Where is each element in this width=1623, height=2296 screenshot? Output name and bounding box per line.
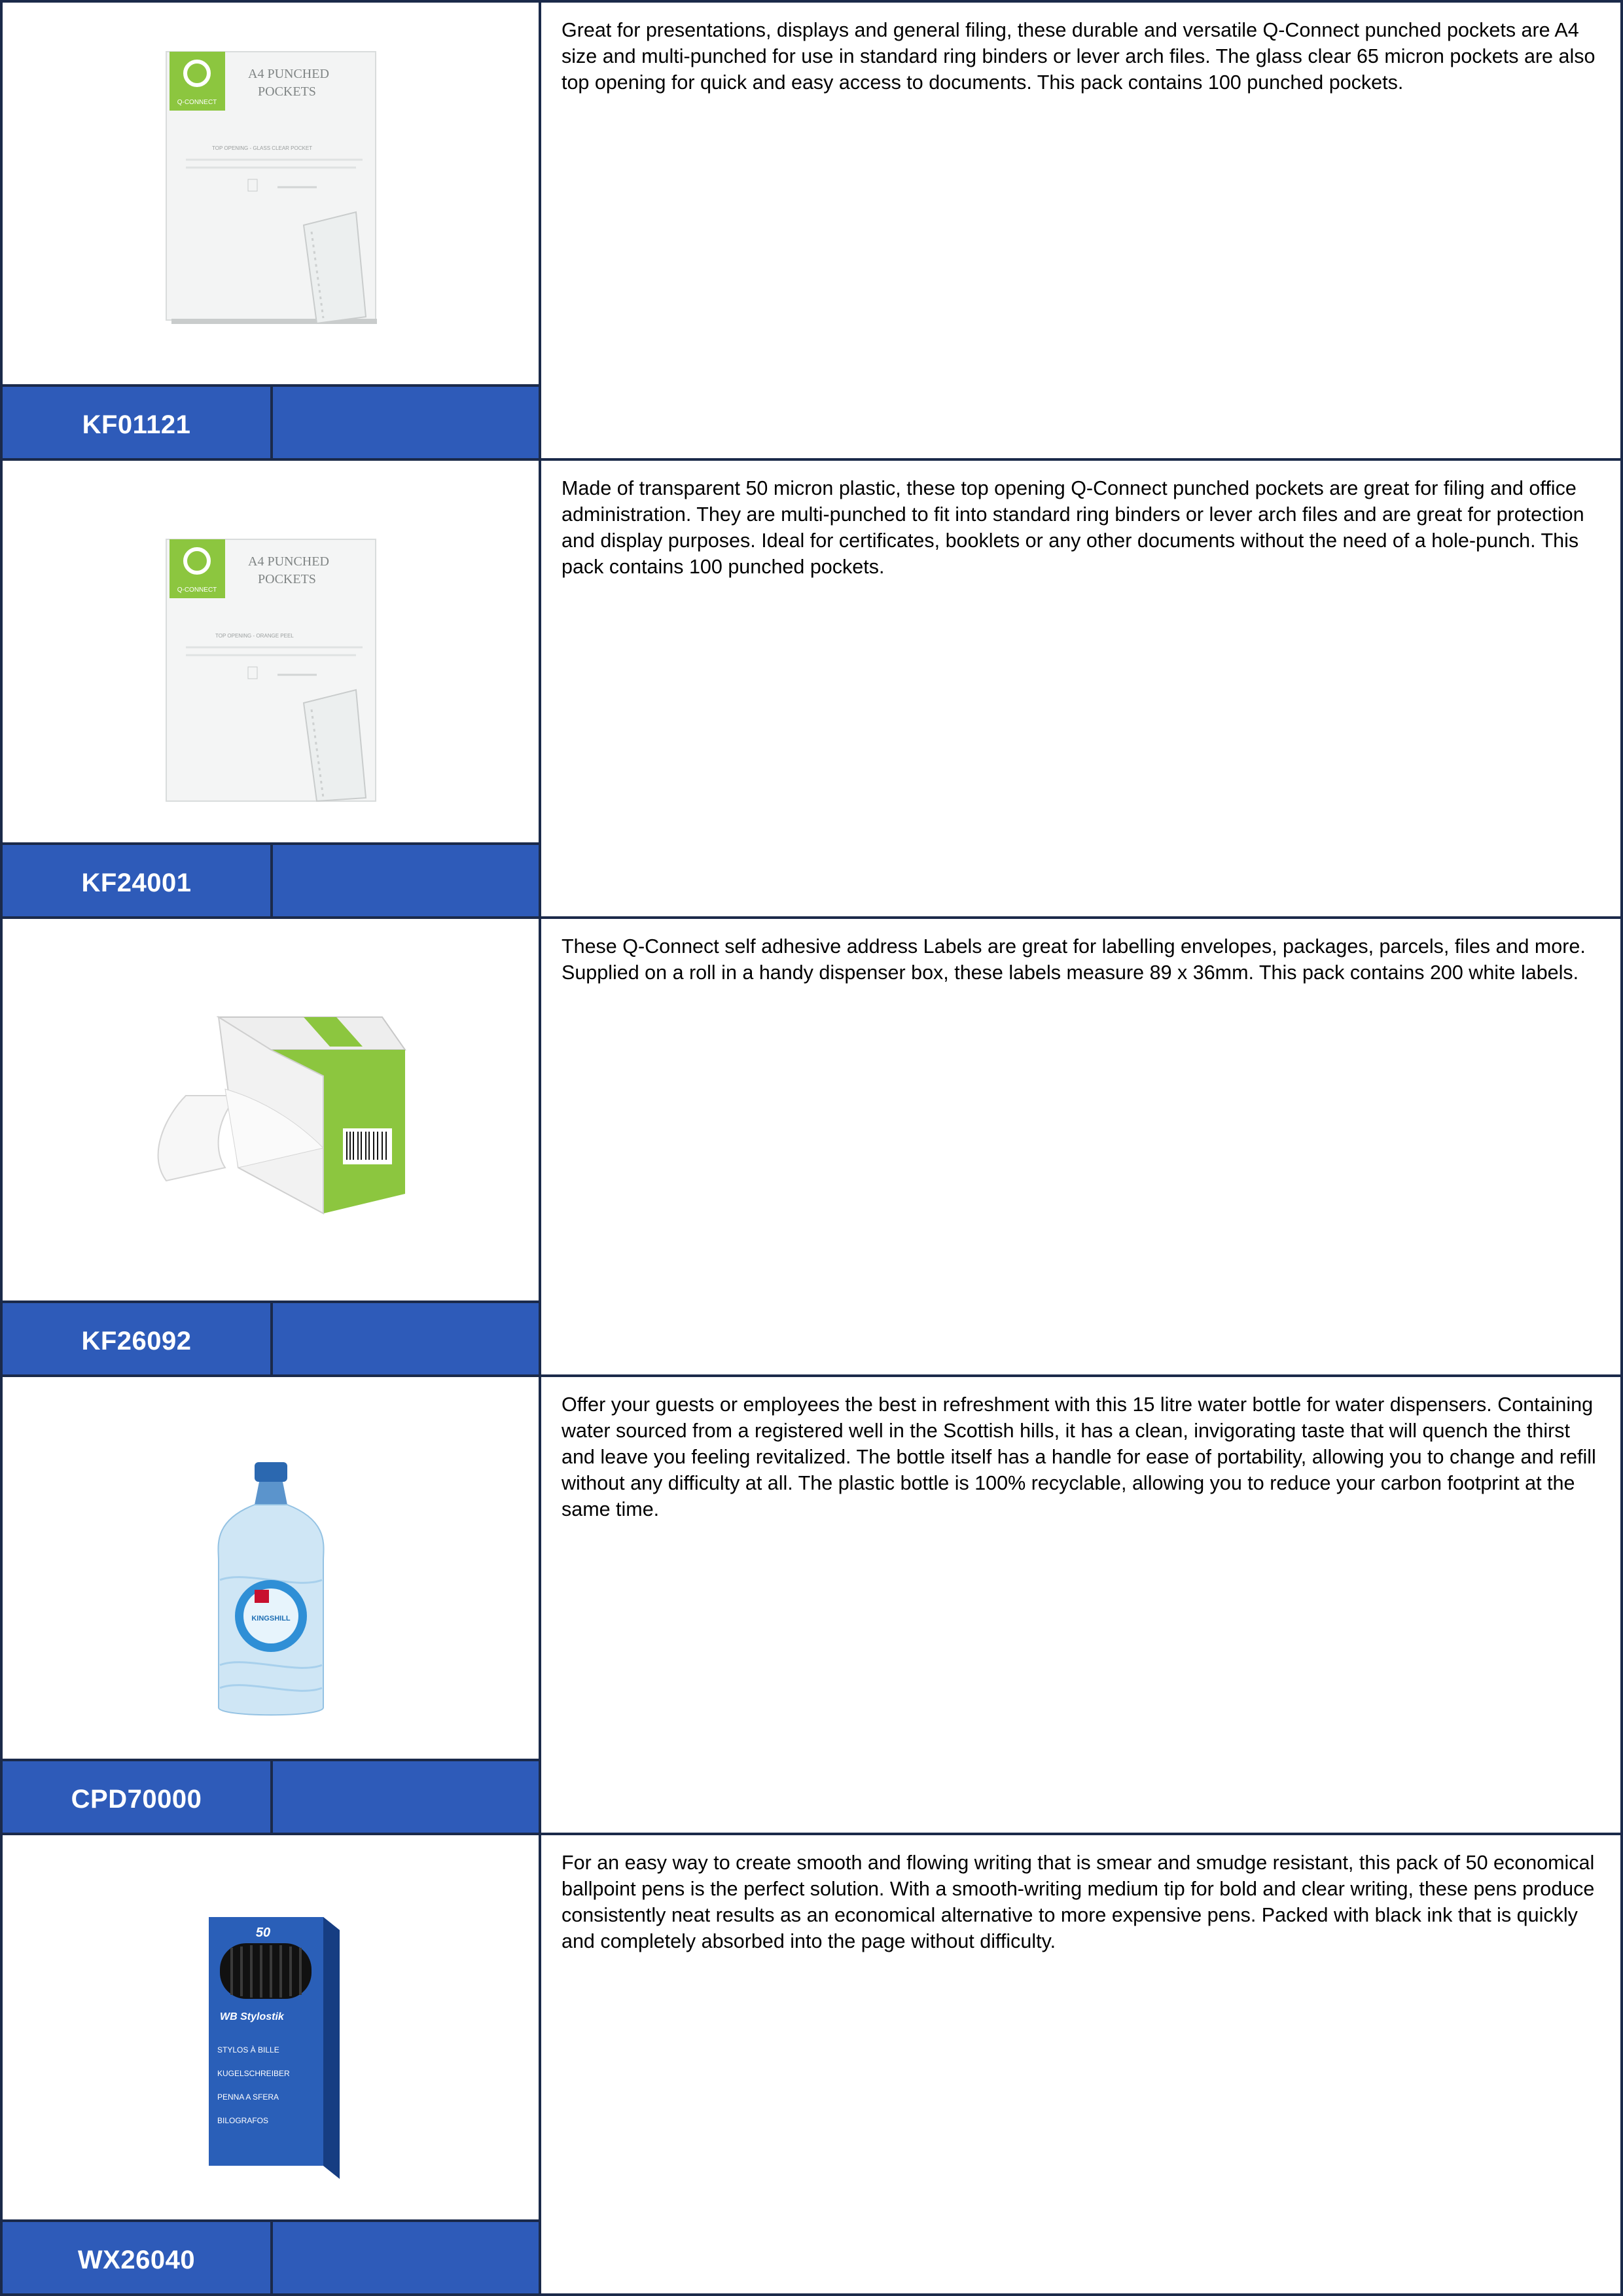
- product-description-cell: [539, 0, 1623, 461]
- product-row: [0, 458, 1623, 919]
- product-code-bar: [3, 1300, 539, 1374]
- punched-pockets-pack-icon: [107, 16, 435, 356]
- product-code-bar: [3, 1759, 539, 1833]
- product-image-cell: [0, 916, 541, 1377]
- product-code-bar: [3, 2219, 539, 2293]
- product-image-area: [3, 1835, 539, 2219]
- product-row: [0, 0, 1623, 461]
- pack-brand-text: Q-CONNECT: [177, 99, 217, 106]
- pen-line-2: KUGELSCHREIBER: [217, 2069, 290, 2078]
- pen-count-text: 50: [255, 1926, 271, 1940]
- pack-brand-text: Q-CONNECT: [177, 586, 217, 594]
- bottle-label-text: KINGSHILL: [251, 1615, 291, 1623]
- pack-subtitle: TOP OPENING - ORANGE PEEL: [215, 633, 294, 639]
- punched-pockets-pack-icon: [107, 474, 435, 814]
- pack-subtitle: TOP OPENING - GLASS CLEAR POCKET: [212, 145, 313, 151]
- product-image-area: [3, 1377, 539, 1759]
- product-description: Offer your guests or employees the best in refreshment with this 15 litre water bottle for water dispensers. Containing water sourced from a registered well in the Scottish hills, it has a clean, invigorating taste that will quench the thirst and leave you feeling revitalized. The bottle itself has a handle for ease of portability, allowing you to change and refill without any difficulty at all. The plastic bottle is 100% recyclable, allowing you to reduce your carbon footprint at the same time.: [562, 1393, 1596, 1520]
- product-image-cell: [0, 0, 541, 461]
- product-image-cell: [0, 1374, 541, 1835]
- product-code-box: [3, 387, 273, 458]
- product-description: For an easy way to create smooth and flowing writing that is smear and smudge resistant, this pack of 50 economical ballpoint pens is the perfect solution. With a smooth-writing medium tip for bold and clear writing, these pens produce consistently neat results as an economical alternative to more expensive pens. Packed with black ink that is quickly and completely absorbed into the page without difficulty.: [562, 1852, 1595, 1952]
- product-image-cell: [0, 1833, 541, 2296]
- pen-line-4: BILOGRAFOS: [217, 2116, 269, 2125]
- product-description-cell: [539, 1374, 1623, 1835]
- pen-line-1: STYLOS À BILLE: [217, 2045, 279, 2054]
- product-code: KF01121: [82, 410, 191, 439]
- product-code-box: [3, 1303, 273, 1374]
- product-code-box: [3, 845, 273, 916]
- product-row: [0, 916, 1623, 1377]
- pack-title-line1: A4 PUNCHED: [248, 554, 329, 569]
- product-code-box: [3, 2222, 273, 2293]
- product-description: Great for presentations, displays and general filing, these durable and versatile Q-Connect punched pockets are A4 size and multi-punched for use in standard ring binders or lever arch files. The glass clear 65 micron pockets are also top opening for quick and easy access to documents. This pack contains 100 punched pockets.: [562, 19, 1596, 94]
- product-code: KF26092: [81, 1327, 192, 1355]
- product-description: Made of transparent 50 micron plastic, these top opening Q-Connect punched pockets are great for filing and office administration. They are multi-punched to fit into standard ring binders or lever arch files and are great for protection and display purposes. Ideal for certificates, booklets or any other documents without the need of a hole-punch. This pack contains 100 punched pockets.: [562, 477, 1584, 578]
- product-code-bar: [3, 842, 539, 916]
- product-image-area: [3, 3, 539, 384]
- product-code-box: [3, 1761, 273, 1833]
- pack-title-line2: POCKETS: [258, 572, 316, 586]
- product-description: These Q-Connect self adhesive address Labels are great for labelling envelopes, packages, parcels, files and more. Supplied on a roll in a handy dispenser box, these labels measure 89 x 36mm. This pack contains 200 white labels.: [562, 935, 1586, 984]
- product-description-cell: [539, 916, 1623, 1377]
- product-code: KF24001: [81, 869, 192, 897]
- product-code: WX26040: [77, 2246, 196, 2274]
- pen-box-icon: [107, 1848, 435, 2189]
- pack-title-line2: POCKETS: [258, 84, 316, 99]
- product-description-cell: [539, 1833, 1623, 2296]
- water-bottle-icon: [107, 1390, 435, 1731]
- label-dispenser-box-icon: [107, 932, 435, 1272]
- product-code: CPD70000: [71, 1785, 202, 1814]
- product-description-cell: [539, 458, 1623, 919]
- pen-brand-text: WB Stylostik: [220, 2011, 284, 2022]
- pack-title-line1: A4 PUNCHED: [248, 67, 329, 81]
- product-image-area: [3, 919, 539, 1300]
- pen-line-3: PENNA A SFERA: [217, 2092, 279, 2102]
- product-image-area: [3, 461, 539, 842]
- product-code-bar: [3, 384, 539, 458]
- product-image-cell: [0, 458, 541, 919]
- product-row: [0, 1374, 1623, 1835]
- product-row: [0, 1833, 1623, 2296]
